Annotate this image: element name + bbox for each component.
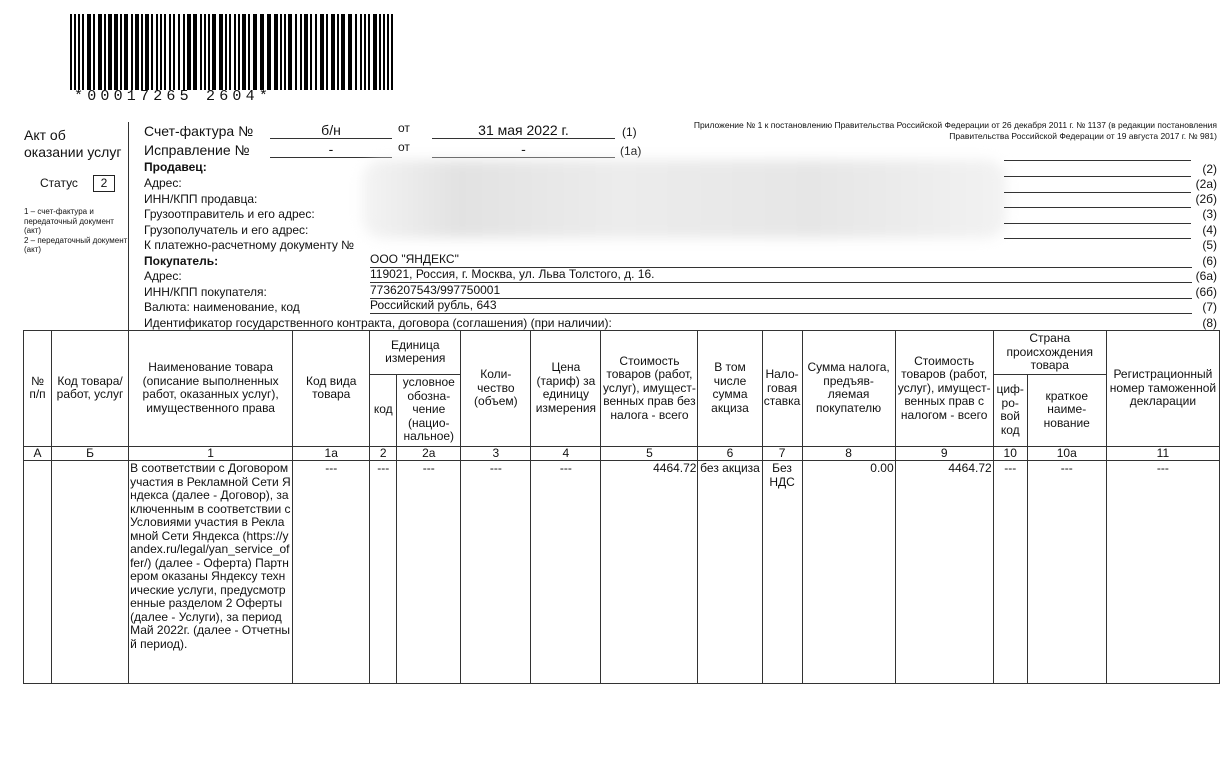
header-unit-name: условное обозна-чение (нацио-нальное) (397, 374, 461, 446)
cell-cost-tax: 4464.72 (895, 461, 993, 684)
barcode-bar (141, 14, 143, 90)
correction-number-value: - (270, 141, 392, 158)
correction-label: Исправление № (144, 142, 250, 158)
column-index: 10 (993, 446, 1027, 461)
seller-inn-label: ИНН/КПП продавца: (144, 192, 258, 206)
shipper-ref: (3) (1202, 207, 1217, 221)
cell-country-code: --- (993, 461, 1027, 684)
header-tax-rate: Нало-говая ставка (762, 331, 802, 447)
currency-label: Валюта: наименование, код (144, 300, 300, 314)
barcode-bar (160, 14, 162, 90)
shipper-label: Грузоотправитель и его адрес: (144, 207, 315, 221)
header-country-name: краткое наиме-нование (1027, 374, 1106, 446)
status-legend (24, 207, 130, 255)
barcode-bar (82, 14, 84, 90)
legal-note: Приложение № 1 к постановлению Правительства Российской Федерации от 26 декабря 2011 г. № 1137 (в редакции постановления Правительства Российской Федерации от 19 августа 2017 г. № 981) (693, 120, 1217, 141)
barcode-bar (304, 14, 308, 90)
column-index: 2а (397, 446, 461, 461)
barcode-bar (364, 14, 366, 90)
buyer-inn-label: ИНН/КПП покупателя: (144, 285, 267, 299)
barcode-bar (164, 14, 166, 90)
buyer-address-ref: (6а) (1195, 269, 1217, 283)
cell-code (52, 461, 129, 684)
barcode-bar (248, 14, 250, 90)
barcode-bar (379, 14, 381, 90)
barcode-bar (368, 14, 370, 90)
barcode-bar (288, 14, 292, 90)
barcode-bar (212, 14, 216, 90)
correction-date-value: - (432, 141, 615, 158)
status-legend-2: 2 – передаточный документ (акт) (24, 235, 128, 254)
barcode-number: *00017265 2604* (74, 88, 273, 105)
buyer-inn-value: 7736207543/997750001 (370, 284, 1192, 299)
status-legend-1: 1 – счет-фактура и передаточный документ (акт) (24, 207, 114, 235)
cell-name: В соответствии с Договором участия в Рекламной Сети Яндекса (далее - Договор), заключенным в соответствии с Условиями участия в Рекламной Сети Яндекса (https://yandex.ru/legal/yan_service_offer/) (далее - Оферта) Партнером оказаны Яндексу технические услуги, предусмотренные разделом 2 Оферты (далее - Услуги), за период Май 2022г. (далее - Отчетный период). (129, 461, 293, 684)
barcode-bar (219, 14, 223, 90)
table-row (24, 461, 1220, 684)
header-price: Цена (тариф) за единицу измерения (531, 331, 601, 447)
barcode-bar (87, 14, 91, 90)
barcode-bar (234, 14, 236, 90)
status-label: Статус (40, 176, 78, 190)
document-type-label: Акт об оказании услуг (24, 127, 122, 160)
column-index: 11 (1106, 446, 1219, 461)
barcode-bar (183, 14, 185, 90)
barcode-bar (315, 14, 317, 90)
barcode-bar (260, 14, 264, 90)
currency-ref: (7) (1202, 300, 1217, 314)
barcode-bar (391, 14, 393, 90)
barcode-bar (200, 14, 202, 90)
column-index: 6 (698, 446, 762, 461)
column-index-row (24, 446, 1220, 461)
cell-tax-sum: 0.00 (802, 461, 895, 684)
column-index: 3 (461, 446, 531, 461)
consignee-label: Грузополучатель и его адрес: (144, 223, 309, 237)
column-index: 7 (762, 446, 802, 461)
header-country-code: циф-ро-вой код (993, 374, 1027, 446)
barcode-bar (124, 14, 128, 90)
barcode-bar (284, 14, 286, 90)
status-value-box: 2 (93, 175, 115, 192)
cell-kind: --- (293, 461, 370, 684)
header-unit: Единица измерения (370, 331, 461, 375)
barcode-bar (135, 14, 139, 90)
buyer-inn-ref: (6б) (1195, 285, 1217, 299)
buyer-address-label: Адрес: (144, 269, 182, 283)
cell-price: --- (531, 461, 601, 684)
column-index: А (24, 446, 52, 461)
barcode-bar (208, 14, 210, 90)
barcode-bar (310, 14, 312, 90)
header-customs: Регистрационный номер таможенной декларации (1106, 331, 1219, 447)
barcode-bar (337, 14, 339, 90)
barcode-bar (98, 14, 102, 90)
invoice-ref: (1) (622, 125, 637, 139)
vertical-divider (128, 122, 129, 330)
column-index: 10а (1027, 446, 1106, 461)
invoice-date-value: 31 мая 2022 г. (432, 122, 615, 139)
header-kind: Код вида товара (293, 331, 370, 447)
redacted-seller-info (362, 160, 1006, 238)
seller-label: Продавец: (144, 160, 207, 174)
column-index: Б (52, 446, 129, 461)
barcode-bar (341, 14, 345, 90)
buyer-value: ООО "ЯНДЕКС" (370, 253, 1192, 268)
buyer-label: Покупатель: (144, 254, 219, 268)
barcode-bar (373, 14, 377, 90)
seller-address-label: Адрес: (144, 176, 182, 190)
barcode-bar (156, 14, 158, 90)
barcode-bar (387, 14, 389, 90)
barcode-bar (300, 14, 302, 90)
currency-value: Российский рубль, 643 (370, 299, 1192, 314)
header-code: Код товара/ работ, услуг (52, 331, 129, 447)
column-index: 2 (370, 446, 397, 461)
barcode-bar (120, 14, 122, 90)
barcode-bar (131, 14, 133, 90)
buyer-address-value: 119021, Россия, г. Москва, ул. Льва Толстого, д. 16. (370, 268, 1192, 283)
barcode-bar (229, 14, 231, 90)
consignee-ref: (4) (1202, 223, 1217, 237)
barcode-bar (267, 14, 271, 90)
cell-cost-no-tax: 4464.72 (601, 461, 698, 684)
barcode-bar (169, 14, 171, 90)
header-name: Наименование товара (описание выполненных работ, оказанных услуг), имущественного права (129, 331, 293, 447)
barcode-bar (383, 14, 385, 90)
seller-ref: (2) (1202, 162, 1217, 176)
invoice-from-label: от (398, 121, 410, 135)
seller-inn-ref: (2б) (1195, 192, 1217, 206)
barcode-bar (253, 14, 257, 90)
correction-from-label: от (398, 140, 410, 154)
barcode-bar (242, 14, 246, 90)
barcode-bar (280, 14, 282, 90)
buyer-ref: (6) (1202, 254, 1217, 268)
barcode-bar (74, 14, 76, 90)
column-index: 8 (802, 446, 895, 461)
barcode-bar (193, 14, 197, 90)
correction-ref: (1а) (620, 144, 642, 158)
column-index: 5 (601, 446, 698, 461)
barcode-bar (326, 14, 328, 90)
barcode-bar (238, 14, 240, 90)
barcode-bar (187, 14, 191, 90)
header-country: Страна происхождения товара (993, 331, 1106, 375)
cell-tax-rate: Без НДС (762, 461, 802, 684)
barcode-bar (151, 14, 153, 90)
invoice-table (23, 330, 1220, 684)
column-index: 1 (129, 446, 293, 461)
seller-address-ref: (2а) (1195, 177, 1217, 191)
column-index: 1а (293, 446, 370, 461)
cell-excise: без акциза (698, 461, 762, 684)
cell-customs: --- (1106, 461, 1219, 684)
barcode-bar (93, 14, 95, 90)
contract-id-ref: (8) (1202, 316, 1217, 330)
header-unit-code: код (370, 374, 397, 446)
header-excise: В том числе сумма акциза (698, 331, 762, 447)
header-qty: Коли-чество (объем) (461, 331, 531, 447)
barcode-image (70, 14, 396, 90)
barcode-bar (348, 14, 352, 90)
invoice-number-value: б/н (270, 122, 392, 139)
cell-unit-code: --- (370, 461, 397, 684)
cell-num (24, 461, 52, 684)
cell-country-name: --- (1027, 461, 1106, 684)
cell-qty: --- (461, 461, 531, 684)
header-tax-sum: Сумма налога, предъяв-ляемая покупателю (802, 331, 895, 447)
barcode-bar (78, 14, 80, 90)
barcode-bar (295, 14, 297, 90)
column-index: 9 (895, 446, 993, 461)
barcode-bar (331, 14, 335, 90)
payment-doc-label: К платежно-расчетному документу № (144, 238, 355, 252)
barcode-bar (173, 14, 175, 90)
barcode-bar (360, 14, 362, 90)
contract-id-label: Идентификатор государственного контракта, договора (соглашения) (при наличии): (144, 316, 612, 330)
payment-doc-ref: (5) (1202, 238, 1217, 252)
barcode-bar (114, 14, 118, 90)
barcode-bar (320, 14, 324, 90)
barcode-bar (145, 14, 149, 90)
invoice-number-label: Счет-фактура № (144, 123, 254, 139)
cell-unit-name: --- (397, 461, 461, 684)
barcode-bar (178, 14, 180, 90)
barcode-bar (225, 14, 227, 90)
barcode-bar (108, 14, 112, 90)
barcode-bar (274, 14, 278, 90)
barcode-bar (104, 14, 106, 90)
barcode-bar (355, 14, 357, 90)
header-cost-tax: Стоимость товаров (работ, услуг), имущест-венных прав с налогом - всего (895, 331, 993, 447)
column-index: 4 (531, 446, 601, 461)
barcode-bar (204, 14, 206, 90)
barcode-bar (70, 14, 72, 90)
header-num: № п/п (24, 331, 52, 447)
header-cost-no-tax: Стоимость товаров (работ, услуг), имущест-венных прав без налога - всего (601, 331, 698, 447)
